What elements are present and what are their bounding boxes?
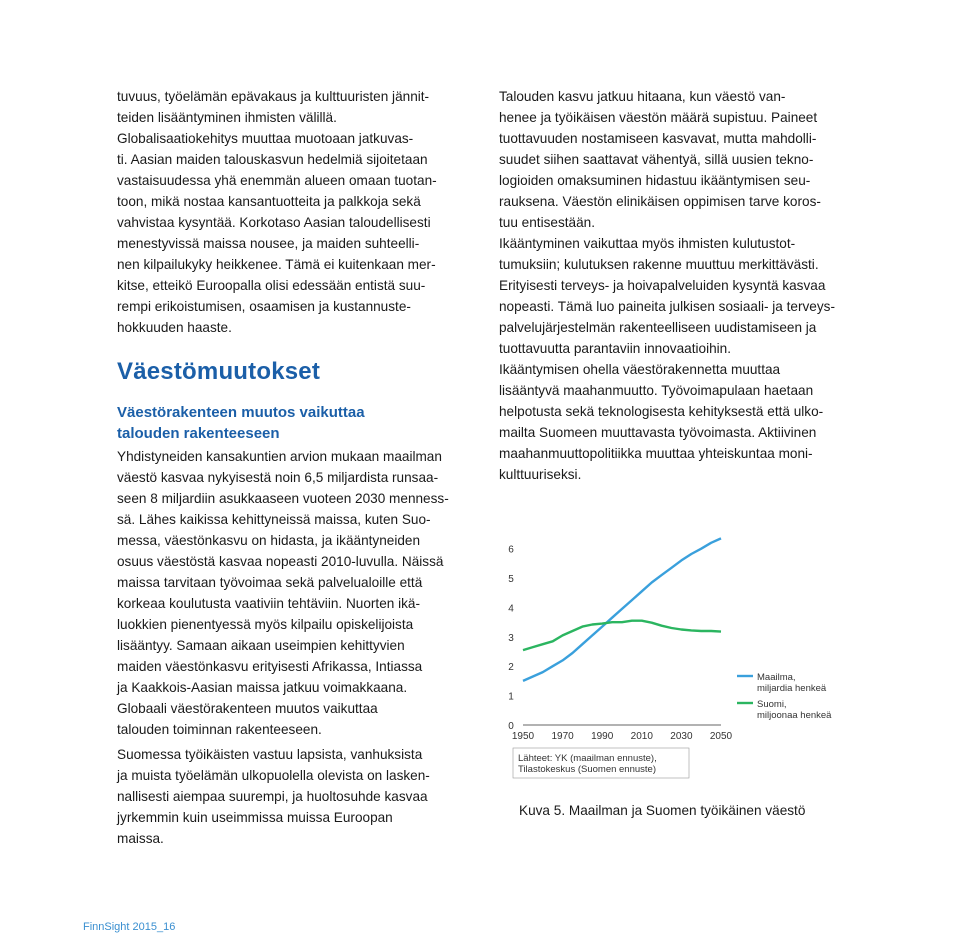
population-chart bbox=[499, 520, 859, 785]
right-column bbox=[499, 86, 849, 485]
paragraph-line: lisääntyvä maahanmuutto. Työvoimapulaan haetaan bbox=[499, 383, 814, 398]
y-tick-label: 6 bbox=[508, 544, 514, 556]
paragraph-line: tuu entisestään. bbox=[499, 215, 595, 230]
world-series-line bbox=[523, 538, 721, 681]
section-subheading bbox=[117, 402, 365, 444]
subheading-line: talouden rakenteeseen bbox=[117, 425, 280, 442]
paragraph-line: kitse, etteikö Euroopalla olisi edessään entistä suu- bbox=[117, 278, 426, 293]
paragraph-line: luokkien pienentyessä myös kilpailu opiskelijoista bbox=[117, 617, 414, 632]
y-tick-label: 0 bbox=[508, 721, 514, 732]
paragraph-line: nen kilpailukyky heikkenee. Tämä ei kuitenkaan mer- bbox=[117, 257, 436, 272]
paragraph-line: väestö kasvaa nykyisestä noin 6,5 miljardista runsaa- bbox=[117, 470, 439, 485]
legend-label: Suomi, bbox=[757, 699, 787, 710]
left-column-bottom bbox=[117, 446, 467, 849]
x-tick-label: 1970 bbox=[551, 731, 574, 742]
legend-label: miljoonaa henkeä bbox=[757, 710, 832, 721]
subheading-line: Väestörakenteen muutos vaikuttaa bbox=[117, 404, 365, 421]
paragraph-line: vastaisuudessa yhä enemmän alueen omaan tuotan- bbox=[117, 173, 437, 188]
page-footer: FinnSight 2015_16 bbox=[83, 921, 176, 933]
paragraph-line: jyrkemmin kuin useimmissa muissa Euroopan bbox=[117, 810, 393, 825]
paragraph-line: tuvuus, työelämän epävakaus ja kulttuuristen jännit- bbox=[117, 89, 430, 104]
paragraph-line: lisääntyy. Samaan aikaan useimpien kehittyvien bbox=[117, 638, 405, 653]
paragraph-line: mailta Suomeen muuttavasta työvoimasta. Aktiivinen bbox=[499, 425, 817, 440]
paragraph-line: maiden väestönkasvu erityisesti Afrikassa, Intiassa bbox=[117, 659, 423, 674]
x-tick-label: 1950 bbox=[511, 731, 535, 742]
paragraph-line: kulttuuriseksi. bbox=[499, 467, 582, 482]
paragraph-line: seen 8 miljardiin asukkaaseen vuoteen 2030 menness- bbox=[117, 491, 449, 506]
y-tick-label: 2 bbox=[508, 662, 514, 674]
paragraph-line: korkeaa koulutusta vaativiin tehtäviin. Nuorten ikä- bbox=[117, 596, 420, 611]
paragraph-line: vahvistaa kysyntää. Korkotaso Aasian taloudellisesti bbox=[117, 215, 431, 230]
y-tick-label: 5 bbox=[508, 574, 514, 586]
source-text: Lähteet: YK (maailman ennuste), bbox=[518, 753, 657, 764]
paragraph-line: Globalisaatiokehitys muuttaa muotoaan jatkuvas- bbox=[117, 131, 414, 146]
paragraph-line: ti. Aasian maiden talouskasvun hedelmiä sijoitetaan bbox=[117, 152, 428, 167]
paragraph-line: Suomessa työikäisten vastuu lapsista, vanhuksista bbox=[117, 747, 423, 762]
paragraph-line: helpotusta sekä teknologisesta kehityksestä että ulko- bbox=[499, 404, 824, 419]
paragraph-line: rauksena. Väestön elinikäisen oppimisen tarve koros- bbox=[499, 194, 821, 209]
paragraph-line: talouden toiminnan rakenteeseen. bbox=[117, 722, 322, 737]
paragraph-line: nopeasti. Tämä luo paineita julkisen sosiaali- ja terveys- bbox=[499, 299, 835, 314]
paragraph-line: Talouden kasvu jatkuu hitaana, kun väestö van- bbox=[499, 89, 786, 104]
paragraph-line: Erityisesti terveys- ja hoivapalveluiden kysyntä kasvaa bbox=[499, 278, 826, 293]
legend-label: Maailma, bbox=[757, 672, 796, 683]
paragraph-line: osuus väestöstä kasvaa nopeasti 2010-luvulla. Näissä bbox=[117, 554, 444, 569]
paragraph-line: Ikääntymisen ohella väestörakennetta muuttaa bbox=[499, 362, 781, 377]
source-text: Tilastokeskus (Suomen ennuste) bbox=[518, 764, 656, 775]
paragraph-line: suudet siihen saattavat vähentyä, sillä uusien tekno- bbox=[499, 152, 814, 167]
paragraph-line: nallisesti aiempaa suurempi, ja huoltosuhde kasvaa bbox=[117, 789, 428, 804]
paragraph-line: logioiden omaksuminen hidastuu ikääntymisen seu- bbox=[499, 173, 811, 188]
x-tick-label: 2030 bbox=[670, 731, 693, 742]
paragraph-line: teiden lisääntyminen ihmisten välillä. bbox=[117, 110, 337, 125]
x-tick-label: 1990 bbox=[591, 731, 614, 742]
paragraph-line: Yhdistyneiden kansakuntien arvion mukaan maailman bbox=[117, 449, 442, 464]
section-heading: Väestömuutokset bbox=[117, 358, 321, 385]
paragraph-line: maissa. bbox=[117, 831, 164, 846]
paragraph-line: messa, väestönkasvu on hidasta, ja ikääntyneiden bbox=[117, 533, 421, 548]
finland-series-line bbox=[523, 621, 721, 650]
paragraph-line: palvelujärjestelmän rakenteelliseen uudistamiseen ja bbox=[499, 320, 817, 335]
paragraph-line: Globaali väestörakenteen muutos vaikuttaa bbox=[117, 701, 378, 716]
paragraph-line: menestyvissä maissa nousee, ja maiden suhteelli- bbox=[117, 236, 420, 251]
paragraph-line: henee ja työikäisen väestön määrä supistuu. Paineet bbox=[499, 110, 818, 125]
paragraph-line: Ikääntyminen vaikuttaa myös ihmisten kulutustot- bbox=[499, 236, 796, 251]
paragraph-line: ja muista työelämän ulkopuolella olevista on lasken- bbox=[117, 768, 430, 783]
paragraph-line: hokkuuden haaste. bbox=[117, 320, 232, 335]
paragraph-line: rempi erikoistumisen, osaamisen ja kustannuste- bbox=[117, 299, 411, 314]
paragraph-line: maahanmuuttopolitiikka muuttaa yhteiskuntaa moni- bbox=[499, 446, 813, 461]
paragraph-line: tuottavuuden nostamiseen kasvavat, mutta mahdolli- bbox=[499, 131, 817, 146]
paragraph-line: ja Kaakkois-Aasian maissa jatkuu voimakkaana. bbox=[117, 680, 408, 695]
paragraph-line: tuottavuutta parantaviin innovaatioihin. bbox=[499, 341, 732, 356]
paragraph-line: tumuksiin; kulutuksen rakenne muuttuu merkittävästi. bbox=[499, 257, 819, 272]
left-column-top bbox=[117, 86, 467, 338]
y-tick-label: 4 bbox=[508, 603, 514, 615]
paragraph-line: sä. Lähes kaikissa kehittyneissä maissa, kuten Suo- bbox=[117, 512, 431, 527]
paragraph-line: maissa tarvitaan työvoimaa sekä palvelualoille että bbox=[117, 575, 423, 590]
y-tick-label: 3 bbox=[508, 632, 514, 644]
y-tick-label: 1 bbox=[508, 691, 514, 703]
x-tick-label: 2050 bbox=[709, 731, 733, 742]
figure-caption: Kuva 5. Maailman ja Suomen työikäinen väestö bbox=[519, 803, 806, 818]
legend-label: miljardia henkeä bbox=[757, 683, 827, 694]
x-tick-label: 2010 bbox=[630, 731, 653, 742]
paragraph-line: toon, mikä nostaa kansantuotteita ja palkkoja sekä bbox=[117, 194, 421, 209]
